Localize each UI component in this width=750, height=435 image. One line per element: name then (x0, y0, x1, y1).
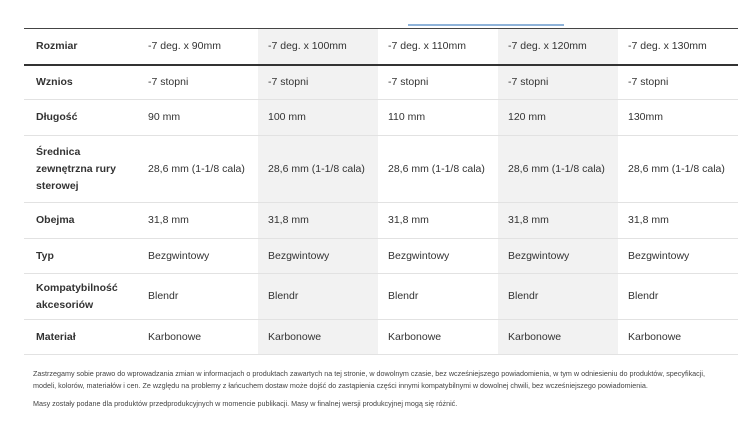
table-cell: -7 stopni (138, 65, 258, 100)
table-row (24, 136, 738, 203)
table-cell: -7 stopni (258, 65, 378, 100)
row-label: Obejma (24, 203, 138, 239)
spec-table (24, 28, 738, 355)
table-cell: Karbonowe (138, 320, 258, 355)
row-label: Wznios (24, 65, 138, 100)
table-row (24, 65, 738, 100)
table-cell: 100 mm (258, 100, 378, 136)
table-cell: Karbonowe (258, 320, 378, 355)
table-cell: Karbonowe (618, 320, 738, 355)
active-tab-indicator (408, 24, 564, 26)
table-cell: Blendr (138, 274, 258, 320)
table-cell: 28,6 mm (1-1/8 cala) (138, 136, 258, 203)
weights-note: Masy zostały podane dla produktów przedprodukcyjnych w momencie publikacji. Masy w finalnej wersji produkcyjnej mogą się różnić. (33, 399, 458, 408)
row-label: Rozmiar (24, 29, 138, 65)
table-cell: -7 deg. x 100mm (258, 29, 378, 65)
row-label: Typ (24, 239, 138, 274)
table-cell: 28,6 mm (1-1/8 cala) (258, 136, 378, 203)
table-row (24, 274, 738, 320)
table-cell: Bezgwintowy (498, 239, 618, 274)
table-cell: -7 stopni (498, 65, 618, 100)
row-label: Długość (24, 100, 138, 136)
footnotes (33, 368, 723, 410)
table-row (24, 203, 738, 239)
table-cell: 130mm (618, 100, 738, 136)
table-cell: -7 stopni (618, 65, 738, 100)
table-cell: -7 deg. x 120mm (498, 29, 618, 65)
table-cell: Bezgwintowy (258, 239, 378, 274)
table-cell: 28,6 mm (1-1/8 cala) (618, 136, 738, 203)
table-cell: -7 stopni (378, 65, 498, 100)
table-cell: Bezgwintowy (138, 239, 258, 274)
row-label: Kompatybilność akcesoriów (24, 274, 138, 320)
table-row (24, 320, 738, 355)
table-cell: 31,8 mm (618, 203, 738, 239)
row-label: Średnica zewnętrzna rury sterowej (24, 136, 138, 203)
table-row (24, 239, 738, 274)
table-cell: -7 deg. x 110mm (378, 29, 498, 65)
table-cell: 31,8 mm (258, 203, 378, 239)
table-cell: Bezgwintowy (618, 239, 738, 274)
table-cell: 31,8 mm (378, 203, 498, 239)
table-cell: -7 deg. x 90mm (138, 29, 258, 65)
table-cell: Bezgwintowy (378, 239, 498, 274)
table-cell: 31,8 mm (138, 203, 258, 239)
table-cell: 28,6 mm (1-1/8 cala) (498, 136, 618, 203)
row-label: Materiał (24, 320, 138, 355)
table-cell: 90 mm (138, 100, 258, 136)
table-cell: 31,8 mm (498, 203, 618, 239)
table-row (24, 100, 738, 136)
disclaimer-text: Zastrzegamy sobie prawo do wprowadzania zmian w informacjach o produktach zawartych na tej stronie, w dowolnym czasie, bez wcześniejszego powiadomienia, w tym w odniesieniu do produktów, specyfikacji, modeli, kolorów, materiałów i cen. Ze względu na problemy z łańcuchem dostaw może dojść do zastąpienia części innymi kompatybilnymi w dowolnej chwili, bez wcześniejszego powiadomienia. (33, 369, 705, 390)
table-cell: -7 deg. x 130mm (618, 29, 738, 65)
table-cell: Karbonowe (498, 320, 618, 355)
table-cell: 110 mm (378, 100, 498, 136)
table-cell: Karbonowe (378, 320, 498, 355)
table-cell: Blendr (258, 274, 378, 320)
table-cell: 28,6 mm (1-1/8 cala) (378, 136, 498, 203)
table-cell: Blendr (498, 274, 618, 320)
table-row (24, 29, 738, 65)
table-cell: Blendr (618, 274, 738, 320)
table-cell: Blendr (378, 274, 498, 320)
table-cell: 120 mm (498, 100, 618, 136)
